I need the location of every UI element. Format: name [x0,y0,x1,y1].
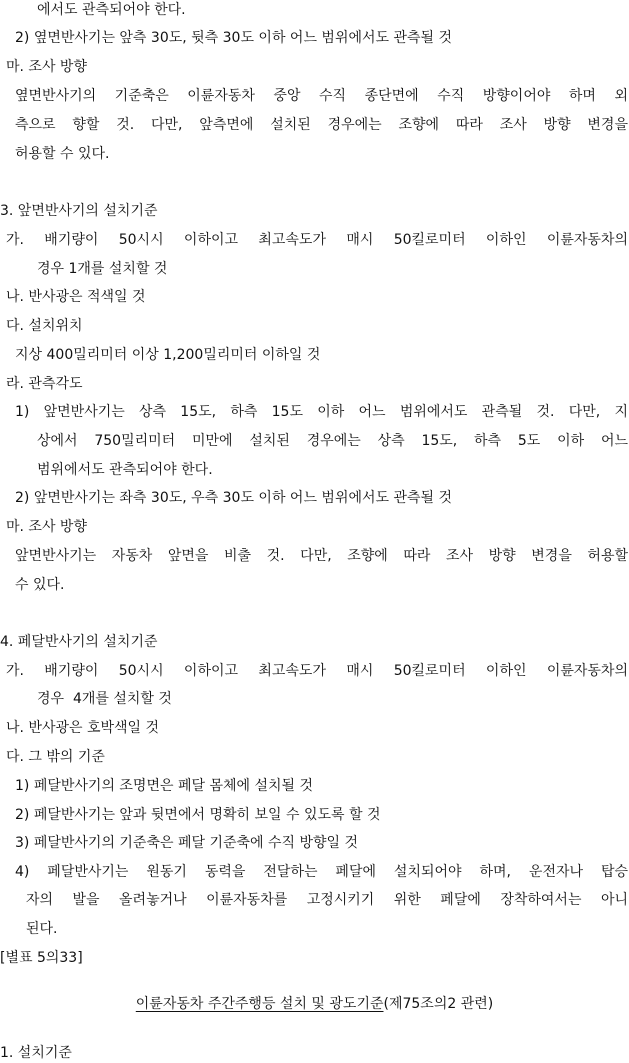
section-heading: 다. 설치위치 [6,318,83,334]
text-line: 상에서 750밀리미터 미만에 설치된 경우에는 상측 15도, 하측 5도 이하 어느 [37,433,628,449]
text-line: 범위에서도 관측되어야 한다. [37,462,213,478]
text-line: 측으로 향할 것. 다만, 앞측면에 설치된 경우에는 조향에 따라 조사 방향 변경을 [15,117,628,133]
text-line: 허용할 수 있다. [15,146,110,162]
section-heading: 다. 그 밖의 기준 [6,749,105,765]
text-line: 3) 페달반사기의 기준축은 페달 기준축에 수직 방향일 것 [15,835,359,851]
section-heading: 3. 앞면반사기의 설치기준 [0,203,158,219]
section-heading: 마. 조사 방향 [6,519,87,535]
text-line: 지상 400밀리미터 이상 1,200밀리미터 이하일 것 [15,347,321,363]
text-line: 1) 페달반사기의 조명면은 페달 몸체에 설치될 것 [15,778,314,794]
text-line: 에서도 관측되어야 한다. [37,2,186,18]
text-line: 된다. [26,921,58,937]
section-heading: 라. 관측각도 [6,376,83,392]
section-heading: 마. 조사 방향 [6,59,87,75]
text-line: 나. 반사광은 적색일 것 [6,289,146,305]
text-line: 경우 4개를 설치할 것 [37,691,172,707]
text-line: 앞면반사기는 자동차 앞면을 비출 것. 다만, 조향에 따라 조사 방향 변경을 허용할 [15,548,628,564]
text-line: 나. 반사광은 호박색일 것 [6,720,160,736]
appendix-title-main: 이륜자동차 주간주행등 설치 및 광도기준 [135,996,384,1012]
section-heading: 1. 설치기준 [0,1045,72,1061]
text-line: 1) 앞면반사기는 상측 15도, 하측 15도 이하 어느 범위에서도 관측될 것. 다만, 지 [15,404,628,420]
text-line: 4) 페달반사기는 원동기 동력을 전달하는 페달에 설치되어야 하며, 운전자나 탑승 [15,864,628,880]
text-line: 가. 배기량이 50시시 이하이고 최고속도가 매시 50킬로미터 이하인 이륜자동차의 [6,232,628,248]
appendix-label: [별표 5의33] [0,950,83,966]
text-line: 2) 옆면반사기는 앞측 30도, 뒷측 30도 이하 어느 범위에서도 관측될 것 [15,30,453,46]
text-line: 가. 배기량이 50시시 이하이고 최고속도가 매시 50킬로미터 이하인 이륜자동차의 [6,663,628,679]
appendix-title-ref: (제75조의2 관련) [383,996,494,1012]
section-heading: 4. 페달반사기의 설치기준 [0,634,158,650]
appendix-title [0,994,629,1014]
text-line: 2) 페달반사기는 앞과 뒷면에서 명확히 보일 수 있도록 할 것 [15,807,381,823]
text-line: 옆면반사기의 기준축은 이륜자동차 중앙 수직 종단면에 수직 방향이어야 하며 외 [15,88,628,104]
text-line: 경우 1개를 설치할 것 [37,261,168,277]
text-line: 수 있다. [15,577,65,593]
text-line: 2) 앞면반사기는 좌측 30도, 우측 30도 이하 어느 범위에서도 관측될 것 [15,490,453,506]
text-line: 자의 발을 올려놓거나 이륜자동차를 고정시키기 위한 페달에 장착하여서는 아니 [26,892,628,908]
